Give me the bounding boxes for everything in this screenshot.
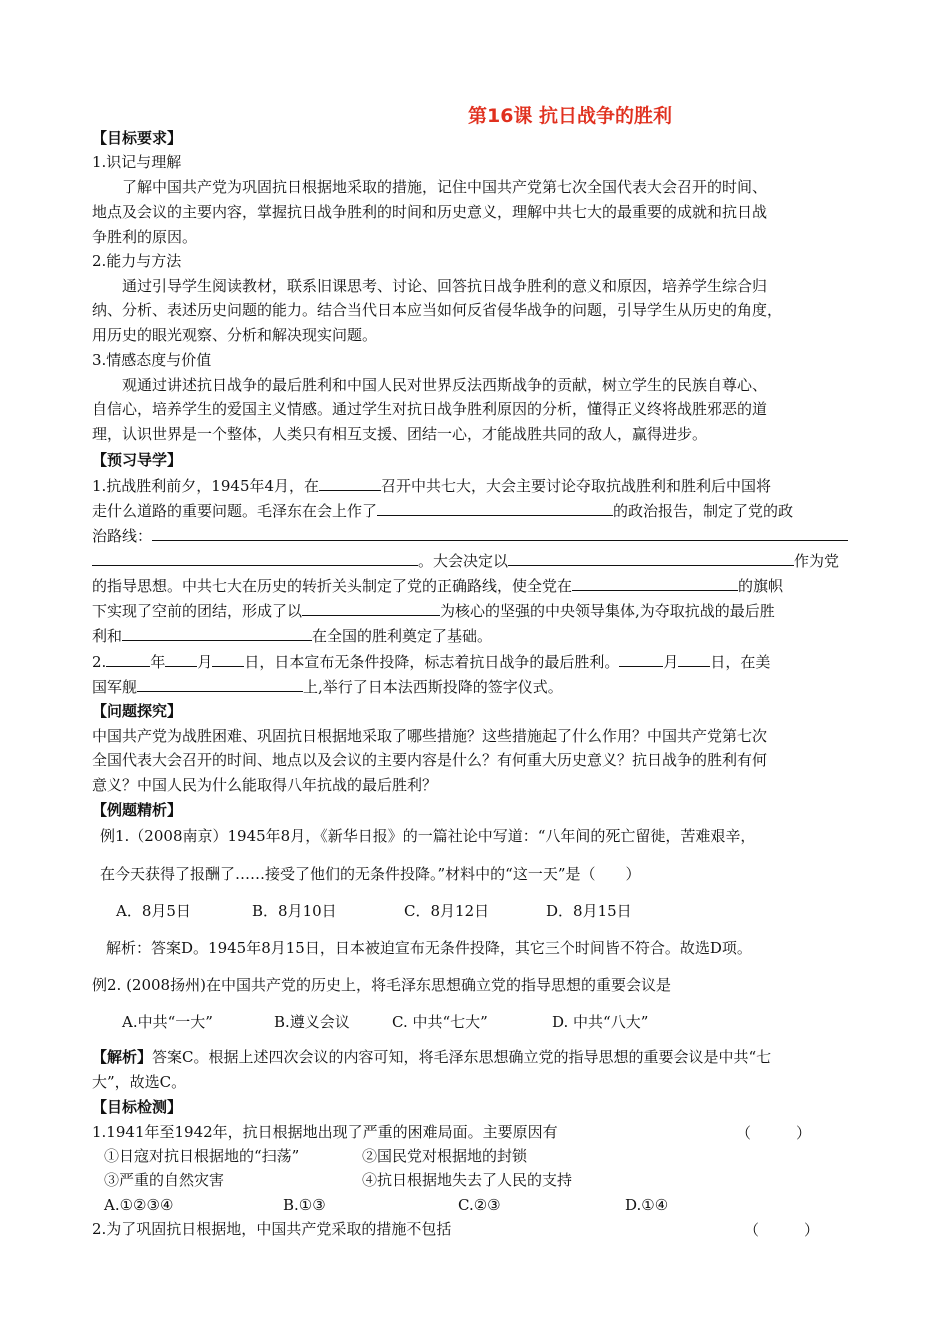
example2-option-d: D. 中共“八大” <box>552 1013 649 1031</box>
check-q1-item-1: ①日寇对抗日根据地的“扫荡” <box>104 1147 300 1165</box>
preview-q1-line-c: 治路线： <box>92 525 848 546</box>
example1-option-c: C．8月12日 <box>404 902 490 920</box>
preview-q2-line-a: 2. 年 月 日，日本宣布无条件投降，标志着抗日战争的最后胜利。 月 日，在美 <box>92 653 771 671</box>
blank-field[interactable] <box>92 550 418 566</box>
goals-paragraph-1b: 地点及会议的主要内容，掌握抗日战争胜利的时间和历史意义，理解中共七大的最重要的成就和抗日战 <box>92 203 768 221</box>
page-title: 第16课 抗日战争的胜利 <box>467 105 673 127</box>
preview-q1-line-f: 下实现了空前的团结，形成了以 为核心的坚强的中央领导集体,为夺取抗战的最后胜 <box>92 602 775 620</box>
goals-heading-1: 1.识记与理解 <box>92 153 182 171</box>
goals-paragraph-3a: 观通过讲述抗日战争的最后胜利和中国人民对世界反法西斯战争的贡献，树立学生的民族自尊心、 <box>122 376 768 394</box>
example2-option-b: B.遵义会议 <box>274 1013 350 1031</box>
answer-bracket[interactable]: （ ） <box>744 1221 820 1239</box>
check-q1-option-d: D.①④ <box>625 1196 669 1214</box>
example1-analysis: 解析：答案D。1945年8月15日，日本被迫宣布无条件投降，其它三个时间皆不符合。故选D项。 <box>106 939 752 957</box>
preview-q1-line-g: 利和 在全国的胜利奠定了基础。 <box>92 627 493 645</box>
blank-field[interactable] <box>165 651 197 667</box>
example2-option-c: C. 中共“七大” <box>392 1013 488 1031</box>
blank-field[interactable] <box>106 651 150 667</box>
example1-option-a: A．8月5日 <box>116 902 191 920</box>
check-q1-option-c: C.②③ <box>458 1196 501 1214</box>
preview-q1-line-b: 走什么道路的重要问题。毛泽东在会上作了 的政治报告，制定了党的政 <box>92 502 794 520</box>
blank-field[interactable] <box>302 600 440 616</box>
example2-analysis-b: 大”，故选C。 <box>92 1073 187 1091</box>
example1-line-b: 在今天获得了报酬了……接受了他们的无条件投降。”材料中的“这一天”是（ ） <box>100 865 641 883</box>
check-q1-item-4: ④抗日根据地失去了人民的支持 <box>362 1171 573 1189</box>
blank-field[interactable] <box>319 475 381 491</box>
example2-analysis-a: 【解析】答案C。根据上述四次会议的内容可知，将毛泽东思想确立党的指导思想的重要会议是中共“七 <box>92 1048 772 1066</box>
inquiry-line-1: 中国共产党为战胜困难、巩固抗日根据地采取了哪些措施？这些措施起了什么作用？中国共产党第七次 <box>92 727 768 745</box>
blank-field[interactable] <box>137 676 303 692</box>
blank-field[interactable] <box>619 651 663 667</box>
goals-heading-3: 3.情感态度与价值 <box>92 351 212 369</box>
example1-line-a: 例1.（2008南京）1945年8月，《新华日报》的一篇社论中写道：“八年间的死亡留徙，苦难艰辛， <box>100 827 756 845</box>
section-inquiry-heading: 【问题探究】 <box>92 702 183 720</box>
example1-option-b: B．8月10日 <box>252 902 337 920</box>
check-q1: 1.1941年至1942年，抗日根据地出现了严重的困难局面。主要原因有 <box>92 1123 558 1141</box>
goals-paragraph-3c: 理，认识世界是一个整体，人类只有相互支援、团结一心，才能战胜共同的敌人，赢得进步。 <box>92 425 708 443</box>
blank-field[interactable] <box>572 575 738 591</box>
goals-paragraph-1a: 了解中国共产党为巩固抗日根据地采取的措施，记住中国共产党第七次全国代表大会召开的时间、 <box>122 178 768 196</box>
goals-paragraph-2b: 纳、分析、表述历史问题的能力。结合当代日本应当如何反省侵华战争的问题，引导学生从历史的角度， <box>92 301 783 319</box>
example1-option-d: D．8月15日 <box>546 902 632 920</box>
answer-bracket[interactable]: （ ） <box>736 1124 812 1142</box>
check-q1-option-a: A.①②③④ <box>104 1196 174 1214</box>
check-q1-item-2: ②国民党对根据地的封锁 <box>362 1147 528 1165</box>
check-q2: 2.为了巩固抗日根据地，中国共产党采取的措施不包括 <box>92 1220 452 1238</box>
goals-paragraph-2c: 用历史的眼光观察、分析和解决现实问题。 <box>92 326 378 344</box>
section-check-heading: 【目标检测】 <box>92 1098 183 1116</box>
goals-heading-2: 2.能力与方法 <box>92 252 182 270</box>
blank-field[interactable] <box>152 525 848 541</box>
blank-field[interactable] <box>678 651 710 667</box>
blank-field[interactable] <box>212 651 244 667</box>
section-preview-heading: 【预习导学】 <box>92 451 183 469</box>
section-examples-heading: 【例题精析】 <box>92 801 183 819</box>
goals-paragraph-1c: 争胜利的原因。 <box>92 228 198 246</box>
check-q1-item-3: ③严重的自然灾害 <box>104 1171 225 1189</box>
preview-q1-line-e: 的指导思想。中共七大在历史的转折关头制定了党的正确路线，使全党在 的旗帜 <box>92 577 784 595</box>
goals-paragraph-3b: 自信心，培养学生的爱国主义情感。通过学生对抗日战争胜利原因的分析，懂得正义终将战胜邪恶的道 <box>92 400 768 418</box>
blank-field[interactable] <box>377 500 613 516</box>
check-q1-option-b: B.①③ <box>283 1196 326 1214</box>
section-goals-heading: 【目标要求】 <box>92 129 183 147</box>
example2-line-a: 例2. (2008扬州)在中国共产党的历史上，将毛泽东思想确立党的指导思想的重要会议是 <box>92 976 671 994</box>
inquiry-line-2: 全国代表大会召开的时间、地点以及会议的主要内容是什么？有何重大历史意义？抗日战争的胜利有何 <box>92 751 768 769</box>
inquiry-line-3: 意义？中国人民为什么能取得八年抗战的最后胜利？ <box>92 776 438 794</box>
example2-option-a: A.中共“一大” <box>122 1013 213 1031</box>
preview-q1-line-a: 1.抗战胜利前夕，1945年4月，在 召开中共七大，大会主要讨论夺取抗战胜利和胜利后中国将 <box>92 477 772 495</box>
preview-q1-line-d: 。大会决定以 作为党 <box>92 550 839 571</box>
preview-q2-line-b: 国军舰 上,举行了日本法西斯投降的签字仪式。 <box>92 678 563 696</box>
blank-field[interactable] <box>122 625 312 641</box>
goals-paragraph-2a: 通过引导学生阅读教材，联系旧课思考、讨论、回答抗日战争胜利的意义和原因，培养学生综合归 <box>122 277 768 295</box>
blank-field[interactable] <box>508 550 794 566</box>
